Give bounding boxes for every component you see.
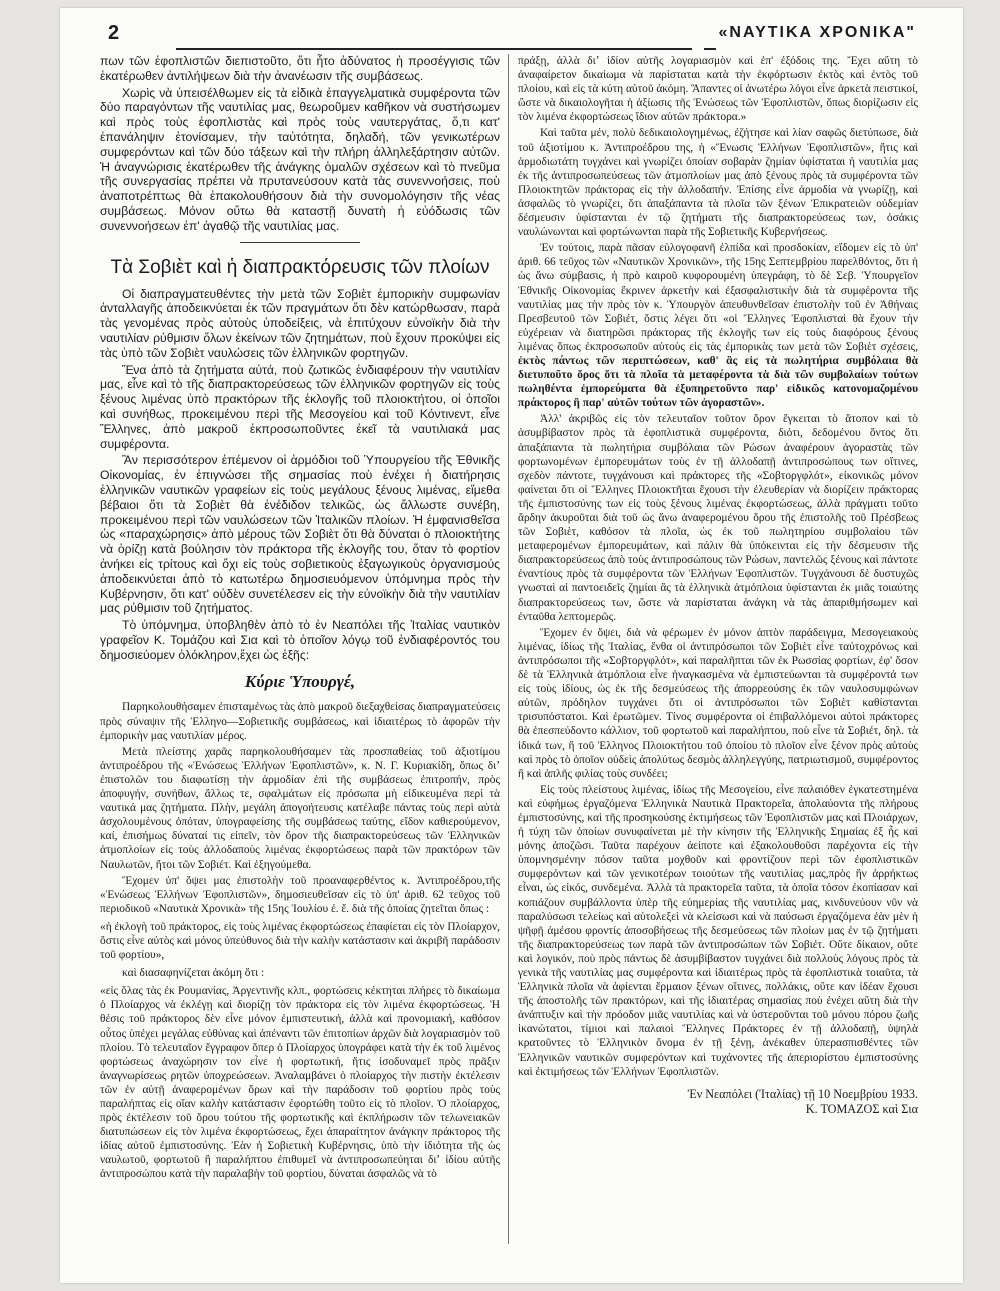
paragraph: Ἔχομεν ἐν ὄψει, διὰ νὰ φέρωμεν ἐν μόνον ἀπτὸν παράδειγμα, Μεσογειακοὺς λιμένας, ἰδίως τῆς Ἰταλίας, ἔνθα οἱ ἀντιπρόσωποι τῶν Σοβιὲτ εἶνε ταὐτοχρόνως καὶ ἀντιπρόσωποι τῆς «Σοβτοργφλότ», καὶ παραλῆπται τῶν ἐκ Ρωσσίας φορτίων, ἐφ' ὅσον δὲ τὰ Ἑλληνικὰ ἀτμόπλοια εἶνε ἠναγκασμένα νὰ ἐμπιστεύωνται τὰ συμφέροντά των εἰς τοὺς ἰδίους, ὡς ἐκ τῆς δεσμεύσεως τῆς ἀπορρεούσης ἐκ τῶν ναυλοσυμφώνων αὐτῶν, πρόδηλον τυγχάνει ὅτι οἱ ἀντιπρόσωποι τῶν Σοβιὲτ καθίστανται τρισυπόστατοι. Καὶ ἐρωτῶμεν. Τίνος συμφέροντα οἱ ἐπιβαλλόμενοι αὐτοὶ πράκτορες θὰ ἐπεσπεύδοντο κάλλιον, τοῦ φορτωτοῦ καὶ παραλήπτου, ποὺ εἶνε τὰ Σοβιέτ, δηλ. τὰ ἰδικά των, ἢ τοῦ Ἑλληνος Πλοιοκτήτου τοῦ ὁποίου τὸ πλοῖον εἶνε ξένον πρὸς αὐτοὺς καὶ πρὸς τὸ ὁποῖον οὐδεὶς ἀπολύτως δεσμὸς ἀλληλεγγύης, πατριωτισμοῦ, συμφέροντος ἢ καὶ ἁπλῆς φιλίας τοὺς συνδέει; xyxy=(518,626,918,780)
paragraph: Παρηκολουθήσαμεν ἐπισταμένως τὰς ἀπὸ μακροῦ διεξαχθείσας διαπραγματεύσεις πρὸς σύναψιν τῆς Ἑλληνο—Σοβιετικῆς συμβάσεως, καὶ ἰδιαιτέρως τὸ ἀφορῶν τὴν ἐμπορικὴν μας ναυτιλίαν μέρος. xyxy=(100,701,500,742)
paragraph: Μετὰ πλείστης χαρᾶς παρηκολουθήσαμεν τὰς προσπαθείας τοῦ ἀξιοτίμου ἀντιπροέδρου τῆς «Ἑνώσεως Ἑλλήνων Ἐφοπλιστῶν», κ. Ν. Γ. Κυριακίδη, ὅπως διʼ ἐπιστολῶν του διαφωτίσῃ τὴν ἁρμοδίαν ἐπὶ τῆς συμβάσεως ἐπιτροπήν, πρὸς ἀποφυγήν, συνήθων, ἄλλως τε, σφαλμάτων εἰς πρόσωπα μὴ εἰδικευμένα περὶ τὰ ναυτικά μας ζητήματα. Πλὴν, μεγάλη ἀπογοήτευσις κατέλαβε πάντας τοὺς περὶ αὐτὰ ἀσχολουμένους ὁπόταν, ὑπογραφείσης τῆς συμβάσεως ταύτης, εἴδον καθιερούμενον, καί, ἐπισήμως δύναταί τις εἰπεῖν, τὸν ὅρον τῆς διαπρακτορεύσεως τῶν Ἑλληνικῶν ἀτμοπλοίων εἰς τοὺς ἀλλοδαποὺς λιμένας ἐκφορτώσεως παρὰ τῶν πρακτόρων τῶν Ναυλωτῶν, ἤτοι τῶν Σοβιέτ. Καὶ ἐξηγούμεθα. xyxy=(100,745,500,871)
paragraph: Ἔχομεν ὑπ' ὄψει μας ἐπιστολὴν τοῦ προαναφερθέντος κ. Ἀντιπροέδρου,τῆς «Ἑνώσεως Ἑλλήνων Ἐφοπλιστῶν», δημοσιευθεῖσαν εἰς τὸ ὑπ' ἀριθ. 62 τεῦχος τοῦ περιοδικοῦ «Ναυτικὰ Χρονικὰ» τῆς 15ης Ἰουλίου ἐ. ἔ. διὰ τῆς ὁποίας ζητεῖται ὅπως : xyxy=(100,874,500,915)
page-number: 2 xyxy=(108,22,120,44)
quotation: πράξῃ, ἀλλὰ διʼ ἰδίον αὐτῆς λογαριασμὸν καὶ ἐπ' ἐξόδοις της. Ἔχει αὕτη τὸ ἀναφαίρετον δικαίωμα νὰ παρίσταται κατὰ τὴν ἐκφόρτωσιν ἐκτὸς καὶ ἐντὸς τοῦ πλοίου, καὶ εἰς τὰ κύτη αὐτοῦ ἀκόμη. Ἅπαντες οἱ ἀνωτέρω λόγοι εἶνε ἀρκετὰ πειστικοί, ὥστε νὰ δικαιολογῆται ἡ ἀξίωσις τῆς Ἑνώσεως τῶν Ἐφοπλιστῶν, ὅπως διορίζωσιν εἰς τὸν λιμένα ἐκφορτώσεως ἴδιον αὐτῶν πράκτορα.» xyxy=(518,55,918,124)
paragraph: Εἰς τοὺς πλείστους λιμένας, ἰδίως τῆς Μεσογείου, εἶνε παλαιόθεν ἐγκατεστημένα καὶ εὐφήμως ἐργαζόμενα Ἑλληνικὰ Ναυτικὰ Πρακτορεῖα, ἀπολαύοντα τῆς πλήρους ἐμπιστοσύνης, καὶ τῆς προσηκούσης ἐκτιμήσεως τῶν Ἐφοπλιστῶν μας καὶ Πλοιάρχων, ἡ τύχη τῶν ὁποίων συνυφαίνεται μὲ τὴν κίνησιν τῆς Ἑλληνικῆς Σημαίας ἐξ ἧς καὶ μόνης ἀποζῶσι. Ταῦτα παρέχουν ἀείποτε καὶ ἐξακολουθοῦσι παρέχοντα εἰς τὴν ὑπομνησμένην πόσον ταῦτα μοχθοῦν καὶ φροντίζουν περὶ τῶν ἐφοπλιστικῶν συμφερόντων καὶ τῶν γενικοτέρων τοιούτων τῆς ναυτιλίας μας,πρὸς ἣν ἀρρήκτως εἶναι, ὡς εἰκός, συνδεμένα. Ἀλλὰ τὰ πρακτορεῖα ταῦτα, τὰ ὁποῖα τόσον ἐκοπίασαν καὶ κοπιάζουν συμβάλλοντα ὑπὲρ τῆς εὐημερίας τῆς ναυτιλίας μας, κινδυνεύουν νῦν νὰ παραλύσωσι τελείως καὶ αὐτολεξεὶ νὰ κλείσωσι καὶ νὰ παύσωσι ἐργαζόμενα ἐὰν μὲν ἡ ψῆφῇ ἀμέσου φροντίς ἀποσοβήσεως τῆς δεσμεύσεως τῶν πλοίων μας ἐν τῷ ζητήματι τῆς διαπρακτορεύσεως των παρὰ τῶν ἀντιπροσώπων τῶν Σοβιέτ. Οὔτε δίκαιον, οὔτε καὶ λογικόν, ποὺ πρὸς πάντως δὲ ἀσυμβίβαστον τυγχάνει διὰ πολλοὺς λόγους πρὸς τὰ γενικὰ τῆς ναυτιλίας μας συμφέροντα καὶ ἰδιαιτέρως πρὸς τὰ ἐφοπλιστικὰ τοιαῦτα, τὰ Ἑλληνικὰ πλοῖα νὰ ἀφίενται ἕρμαιον ξένων οἵτινες, πολλάκις, οὔτε καν ἰδέαν ἔχουσι τῆς ἀποστολῆς τῶν πρακτόρων, καὶ τῆς ἰδιαιτέρας σημασίας ποὺ ἐνέχει αὕτη διὰ τὴν ἀνάπτυξιν καὶ τὴν πρόοδον μιᾶς ναυτιλίας καὶ νὰ ὑστεροῦνται τοῦ μόνου πόρου ζωῆς ἱκανώτατοι, τίμιοι καὶ παλαιοὶ Ἕλληνες Πράκτορες ἐν τῇ ἀλλοδαπῇ, ὑψηλὰ κρατοῦντες τὸ Ἑλληνικὸν ὄνομα ἐν τῇ ξένῃ, ἀνέκαθεν ὑπερασπισθέντες τῶν Ἑλληνικῶν ναυτικῶν συμφερόντων καὶ τυχάνοντες τῆς ἀπεριορίστου ἐμπιστοσύνης καὶ ἐκτιμήσεως τῶν Ἑλλήνων Ἐφοπλιστῶν. xyxy=(518,783,918,1078)
memorandum-text xyxy=(100,700,500,1181)
paragraph: καὶ διασαφηνίζεται ἀκόμη ὅτι : xyxy=(122,967,265,980)
paragraph: Ἂν περισσότερον ἐπέμενον οἱ ἁρμόδιοι τοῦ Ὑπουργείου τῆς Ἐθνικῆς Οἰκονομίας, ἐν ἐπιγνώσει τῆς σημασίας ποὺ ἐνέχει ἡ διατήρησις ἑλληνικῶν ναυτικῶν γραφείων εἰς τοὺς μεγάλους ξένους λιμένας, εἴμεθα βέβαιοι ὅτι τὰ Σοβιὲτ θὰ ἐνέδιδον τελικῶς, ὡς ἄλλωστε συνέβη, προκειμένου περὶ τῶν ναυλώσεων τῶν Ἰταλικῶν πλοίων. Ἡ ἐμφανισθεῖσα ὡς «παραχώρησις» ἀπὸ μέρους τῶν Σοβιὲτ ὅτι θὰ δύναται ὁ πλοιοκτήτης νὰ ὁρίζῃ κατὰ βούλησιν τὸν πράκτορα τῆς ἐκλογῆς του, ὅταν τὸ φορτίον ἀνήκει εἰς τρίτους καὶ ὄχι εἰς τοὺς σοβιετικοὺς ἐξαγωγικοὺς ὀργανισμούς ἀποδεικνύεται ἀπὸ τὸ κατωτέρω δημοσιευόμενον ὑπόμνημα πρὸς τὴν Κυβέρνησιν, ὅτι κατ' οὐδὲν συνετέλεσεν εἰς τὴν εὐνοϊκὴν διὰ τὴν ναυτιλίαν μας ρύθμισιν τοῦ ζητήματος. xyxy=(100,453,500,616)
editorial-section xyxy=(100,54,500,662)
paragraph: Καὶ ταῦτα μέν, πολὺ δεδικαιολογημένως, ἐζήτησε καὶ λίαν σαφῶς διετύπωσε, διὰ τοῦ ἀξιοτίμου κ. Ἀντιπροέδρου της, ἡ «Ἕνωσις Ἑλλήνων Ἐφοπλιστῶν», ἥτις καὶ ἁρμοδιωτάτη τυγχάνει καὶ γνωρίζει ὁποίαν σοβαρὰν ζημίαν ὑφίσταται ἡ ναυτιλία μας ἐκ τῆς ἀντιπροσωπεύσεως τῶν ἀτμοπλοίων μας ἀπὸ ξένους πρὸς τὰ συμφέροντα τῶν Πλοιοκτητῶν πράκτορας εἰς τὴν ἀλλοδαπήν. Ἐπίσης εἶνε ἀρμοδία νὰ γνωρίζῃ, καὶ ἀσφαλῶς τὸ γνωρίζει, ὅτι ἁπαξάπαντα τὰ πλοῖα τῶν ξένων Ἐπικρατειῶν οὐδεμίαν δέσμευσιν ὑφίστανται ἐν τῷ ζητήματι τῆς διαπρακτορεύσεως των, ὁσάκις ναυλώνωνται καὶ φορτώνωνται παρὰ τῆς Σοβιετικῆς Κυβερνήσεως. xyxy=(518,127,918,239)
section-divider xyxy=(240,242,360,243)
paragraph: Ἕνα ἀπὸ τὰ ζητήματα αὐτά, ποὺ ζωτικῶς ἐνδιαφέρουν τὴν ναυτιλίαν μας, εἶνε καὶ τὸ τῆς διαπρακτορεύσεως τῶν ἑλληνικῶν φορτηγῶν εἰς τοὺς ξένους λιμένας ὑπὸ πρακτόρων τῆς ἐκλογῆς τοῦ πλοιοκτήτου, οἱ ὁποῖοι καὶ συνήθως, προκειμένου περὶ τῆς Μεσογείου καὶ τοῦ Κόντινεντ, εἶνε Ἕλληνες, ἀπὸ μακροῦ ἐκπροσωποῦντες ἐκεῖ τὰ ναυτιλιακά μας συμφέροντα. xyxy=(100,362,500,451)
bold-passage: ἐκτὸς πάντως τῶν περιπτώσεων, καθ' ἃς εἰς τὰ πωλητήρια συμβόλαια θὰ διετυποῦτο ὅρος ὅτι τὰ πλοῖα τὰ μεταφέροντα τὰ διὰ τῶν συμβολαίων τούτων πωληθέντα ἐμπορεύματα θὰ ἐξυπηρετοῦντο παρ' εἰδικῶς κατονομαζομένου πράκτορος ἢ παρ' αὐτῶν τούτων τῶν ἀγοραστῶν». xyxy=(518,354,918,410)
paragraph: πων τῶν ἐφοπλιστῶν διεπιστοῦτο, ὅτι ἦτο ἀδύνατος ἡ προσέγγισις τῶν ἑκατέρωθεν ἀντιλήψεων διὰ τὴν ἀνανέωσιν τῆς συμβάσεως. xyxy=(100,54,500,83)
newspaper-page xyxy=(60,8,963,1283)
signature-name: Κ. ΤΟΜΑΖΟΣ καὶ Σια xyxy=(805,1101,918,1116)
memorandum-text-continued xyxy=(518,54,918,1079)
paragraph xyxy=(518,241,918,410)
article-heading: Τὰ Σοβιὲτ καὶ ἡ διαπρακτόρευσις τῶν πλοίων xyxy=(110,256,490,278)
paragraph: Χωρὶς νὰ ὑπεισέλθωμεν εἰς τὰ εἰδικὰ ἐπαγγελματικὰ συμφέροντα τῶν δύο παραγόντων τῆς ναυτιλίας μας, θεωροῦμεν καθῆκον νὰ συστήσωμεν καὶ πρὸς τοὺς ἐφοπλιστὰς καὶ πρὸς τοὺς ναυτεργάτας, ὅ,τι κατ' ἐπανάληψιν ἐτονίσαμεν, τὴν ταὐτότητα, δηλαδή, τῶν γενικωτέρων συμφερόντων καὶ τῶν δύο τάξεων καὶ τὴν πλήρη ἀλληλεξάρτησιν αὐτῶν. Ἡ ἀναγνώρισις ἑκατέρωθεν τῆς ἀνάγκης ὁμαλῶν σχέσεων καὶ τὸ πνεῦμα τῆς συνεργασίας πρέπει νὰ πρυτανεύσουν κατὰ τὰς συνεννοήσεις, ποὺ ἀναποτρέπτως θὰ ἐπακολουθήσουν διὰ τὴν συνομολόγησιν τῆς νέας συμβάσεως. Μόνον οὕτω θὰ καταστῇ δυνατὴ ἡ εὐόδωσις τῶν συνεννοήσεων ἐπ' ἀγαθῷ τῆς ναυτιλίας μας. xyxy=(100,85,500,233)
signature-place-date: Ἐν Νεαπόλει (Ἰταλίας) τῇ 10 Νοεμβρίου 1933. xyxy=(687,1086,918,1101)
header-rule xyxy=(704,48,716,50)
quotation: «ἡ ἐκλογὴ τοῦ πράκτορος, εἰς τοὺς λιμένας ἐκφορτώσεως ἐπαφίεται εἰς τὸν Πλοίαρχον, ὅστις εἶνε αὐτὸς καὶ μόνος ὑπεύθυνος διὰ τὴν καλὴν κατάστασιν καὶ ἀκριβῆ παράδοσιν τοῦ φορτίου», xyxy=(100,920,500,962)
column-divider xyxy=(508,54,509,1244)
right-column xyxy=(518,54,918,1117)
page-header xyxy=(108,22,916,46)
left-column xyxy=(100,54,500,1186)
paragraph: Ἀλλ' ἀκριβῶς εἰς τὸν τελευταῖον τοῦτον ὅρον ἔγκειται τὸ ἄτοπον καὶ τὸ ἀσυμβίβαστον πρὸς τὰ ἐφοπλιστικὰ συμφέροντα, διότι, δεδομένου ὄντος ὅτι ἁπαξάπαντα τὰ πωλητήρια συμβόλαια τῶν Ρώσων ἀναφέρουν ἀγοραστὰς τῶν φορτωνομένων ἐμπορευμάτων τοὺς ἐν τῇ ἀλλοδαπῇ ἀντιπροσώπους των οἵτινες, σχεδὸν πάντοτε, τυγχάνουσι καὶ πράκτορες τῆς «Σοβτοργφλότ», εἰκονικῶς μόνον φαίνεται ὅτι οἱ Ἕλληνες Πλοιοκτῆται ἔχουσι τὴν ἐλευθερίαν νὰ διορίζειν πράκτορας τῆς ἐμπιστοσύνης των εἰς τοὺς ξένους λιμένας ἐκφορτώσεως, ἀλλὰ πράγματι τοῦτο ἄρδην ἀκυροῦται διὰ τοῦ ὡς ἄνω ἀναφερομένου ὅρου τῆς ἐπιστολῆς τοῦ Πρέσβεως τῶν Σοβιὲτ, καθόσον τὰ πλοῖα, ὡς ἐκ τοῦ πωλητηρίου συμβολαίου τῶν μεταφερομένων ἐμπορευμάτων, καὶ πάλιν θὰ ὑπόκεινται εἰς τὴν δέσμευσιν τῆς διαπρακτορεύσεως ἀπὸ τοὺς ἀντιπροσώπους τῶν Ρώσων, παντελῶς ξένους καὶ πάντοτε ἐναντίους πρὸς τὰ συμφέροντα τῶν Ἑλλήνων Ἐφοπλιστῶν. Τυγχάνουσι δὲ δυστυχῶς γνωσταὶ αἱ παντοειδεῖς ζημίαι ἃς τὰ ἑλληνικὰ ἀτμόπλοια ὑφίστανται ἐκ μιᾶς τοιαύτης διαπρακτορεύσεως των, ὥστε νὰ παρίσταται ἀνάγκη νὰ τὰς ἀπαριθμήσωμεν καὶ ἐνταῦθα λεπτομερῶς. xyxy=(518,413,918,623)
publication-title: «ΝΑΥΤΙΚΑ ΧΡΟΝΙΚΑ" xyxy=(718,24,916,41)
paragraph: Τὸ ὑπόμνημα, ὑποβληθὲν ἀπὸ τὸ ἐν Νεαπόλει τῆς Ἰταλίας ναυτικὸν γραφεῖον Κ. Τομάζου καὶ Σια καὶ τὸ ὁποῖον λόγῳ τοῦ ἐνδιαφέροντός του δημοσιεύομεν ὁλόκληρον,ἔχει ὡς ἑξῆς: xyxy=(100,618,500,662)
paragraph: Οἱ διαπραγματευθέντες τὴν μετὰ τῶν Σοβιὲτ ἐμπορικὴν συμφωνίαν ἀνταλλαγῆς ἀποδεικνύεται ἐκ τῶν πραγμάτων ὅτι δὲν κατώρθωσαν, παρὰ τὰς γενομένας πρὸς αὐτοὺς ὑποδείξεις, νὰ ἐπιτύχουν εὐνοϊκὴν διὰ τὴν ναυτιλίαν ρύθμισιν ὅλων ἐκείνων τῶν ζητημάτων, ποὺ ἔχουν προκύψει εἰς τὰς ὑπὸ τῶν Σοβιὲτ ναυλώσεις τῶν ἑλληνικῶν φορτηγῶν. xyxy=(100,286,500,360)
paragraph-text: Ἐν τούτοις, παρὰ πᾶσαν εὐλογοφανῆ ἐλπίδα καὶ προσδοκίαν, εἴδομεν εἰς τὸ ὑπ' ἀριθ. 66 τεῦχος τῶν «Ναυτικῶν Χρονικῶν», τῆς 15ης Σεπτεμβρίου παρελθόντος, ὅτι ἡ ὡς ἄνω σύμβασις, ἡ πρὸ καιροῦ κυφορουμένη ὑπεγράφη, τὸ δὲ Σεβ. Ὑπουργεῖον Ἐθνικῆς Οἰκονομίας ἔκρινεν ἀρκετὴν καὶ ἐξασφαλιστικὴν διὰ τὰ συμφέροντα τῆς ναυτιλίας μας τὴν πρὸς τὸν κ. Ὑπουργὸν ἀπευθυνθεῖσαν ἐπιστολὴν τοῦ ἐν Ἀθήναις Πρεσβευτοῦ τῶν Σοβιέτ, ὅστις λέγει ὅτι «οἱ Ἕλληνες Ἐφοπλισταὶ θὰ ἔχουν τὴν εὐχέρειαν νὰ διατηρῶσι πράκτορας τῆς ἐκλογῆς των εἰς τοὺς διαφόρους ξένους λιμένας ὅπως ἐκπροσωποῦν αὐτοὺς εἰς τὰς ἐμπορικὰς των μετὰ τῶν Σοβιὲτ σχέσεις, xyxy=(518,242,918,353)
header-rule xyxy=(176,48,692,50)
memorandum-salutation: Κύριε Ὑπουργέ, xyxy=(244,672,356,692)
quotation: «εἰς ὅλας τὰς ἐκ Ρουμανίας, Ἀργεντινῆς κλπ., φορτώσεις κέκτηται πλήρες τὸ δικαίωμα ὁ Πλοίαρχος νὰ ἐκλέγῃ καὶ διορίζῃ τὸν πράκτορα εἰς τὸν λιμένα ἐκφορτώσεως. Ἡ θέσις τοῦ πράκτορος δὲν εἶνε μόνον ἐμπιστευτική, ἀλλὰ καὶ προνομιακή, καθόσον οὗτος ὑπέχει μεγάλας εὐθύνας καὶ ἀπέναντι τῶν ἐπιτοπίων ἀρχῶν διὰ λογαριασμὸν τοῦ πλοίου. Τὸ τελευταῖον ἔγγραφον ὅπερ ὁ Πλοίαρχος ὑπογράφει κατὰ τὴν ἐκ τοῦ λιμένος φορτώσεως ἀναχώρησιν τον εἶνε ἡ φορτωτική, ἥτις ἰσοδυναμεῖ πρὸς πρᾶξιν ἀναγνωρίσεως ρητῶν ὑποχρεώσεων. Ἀναλαμβάνει ὁ πλοίαρχος τὴν πιστὴν ἐκτέλεσιν τῶν ἐν αὐτῇ ἀναφερομένων ὅρων καὶ τὴν παράδοσιν τοῦ φορτίου πρὸς τοὺς παραλήπτας εἰς οἵαν καλὴν κατάστασιν ἐφορτώθη τοῦτο εἰς τὸ πλοῖον. Ὁ πλοίαρχος, πρὸς ἐκτέλεσιν τοῦ ὅρου τούτου τῆς φορτωτικῆς καὶ ἐκπλήρωσιν τῶν τελωνειακῶν διατυπώσεων εἰς τὸν λιμένα ἐκφορτώσεως, ἔχει ἀπαραίτητον ἀνάγκην πράκτορος τῆς ἰδίας αὐτοῦ ἐμπιστοσύνης. Ἐὰν ἡ Σοβιετικὴ Κυβέρνησις, ὑπὸ τὴν ἰδιότητα τῆς ὡς ναυλωτοῦ, φορτωτοῦ ἢ παραλήπτου ἐπιθυμεῖ νὰ ἀντιπροσωπεύηται διʼ ἰδίου αὐτῆς ἀντιπροσώπου κατὰ τὴν παραλαβὴν τοῦ φορτίου, δύναται ἀσφαλῶς νὰ τὸ xyxy=(100,985,500,1181)
